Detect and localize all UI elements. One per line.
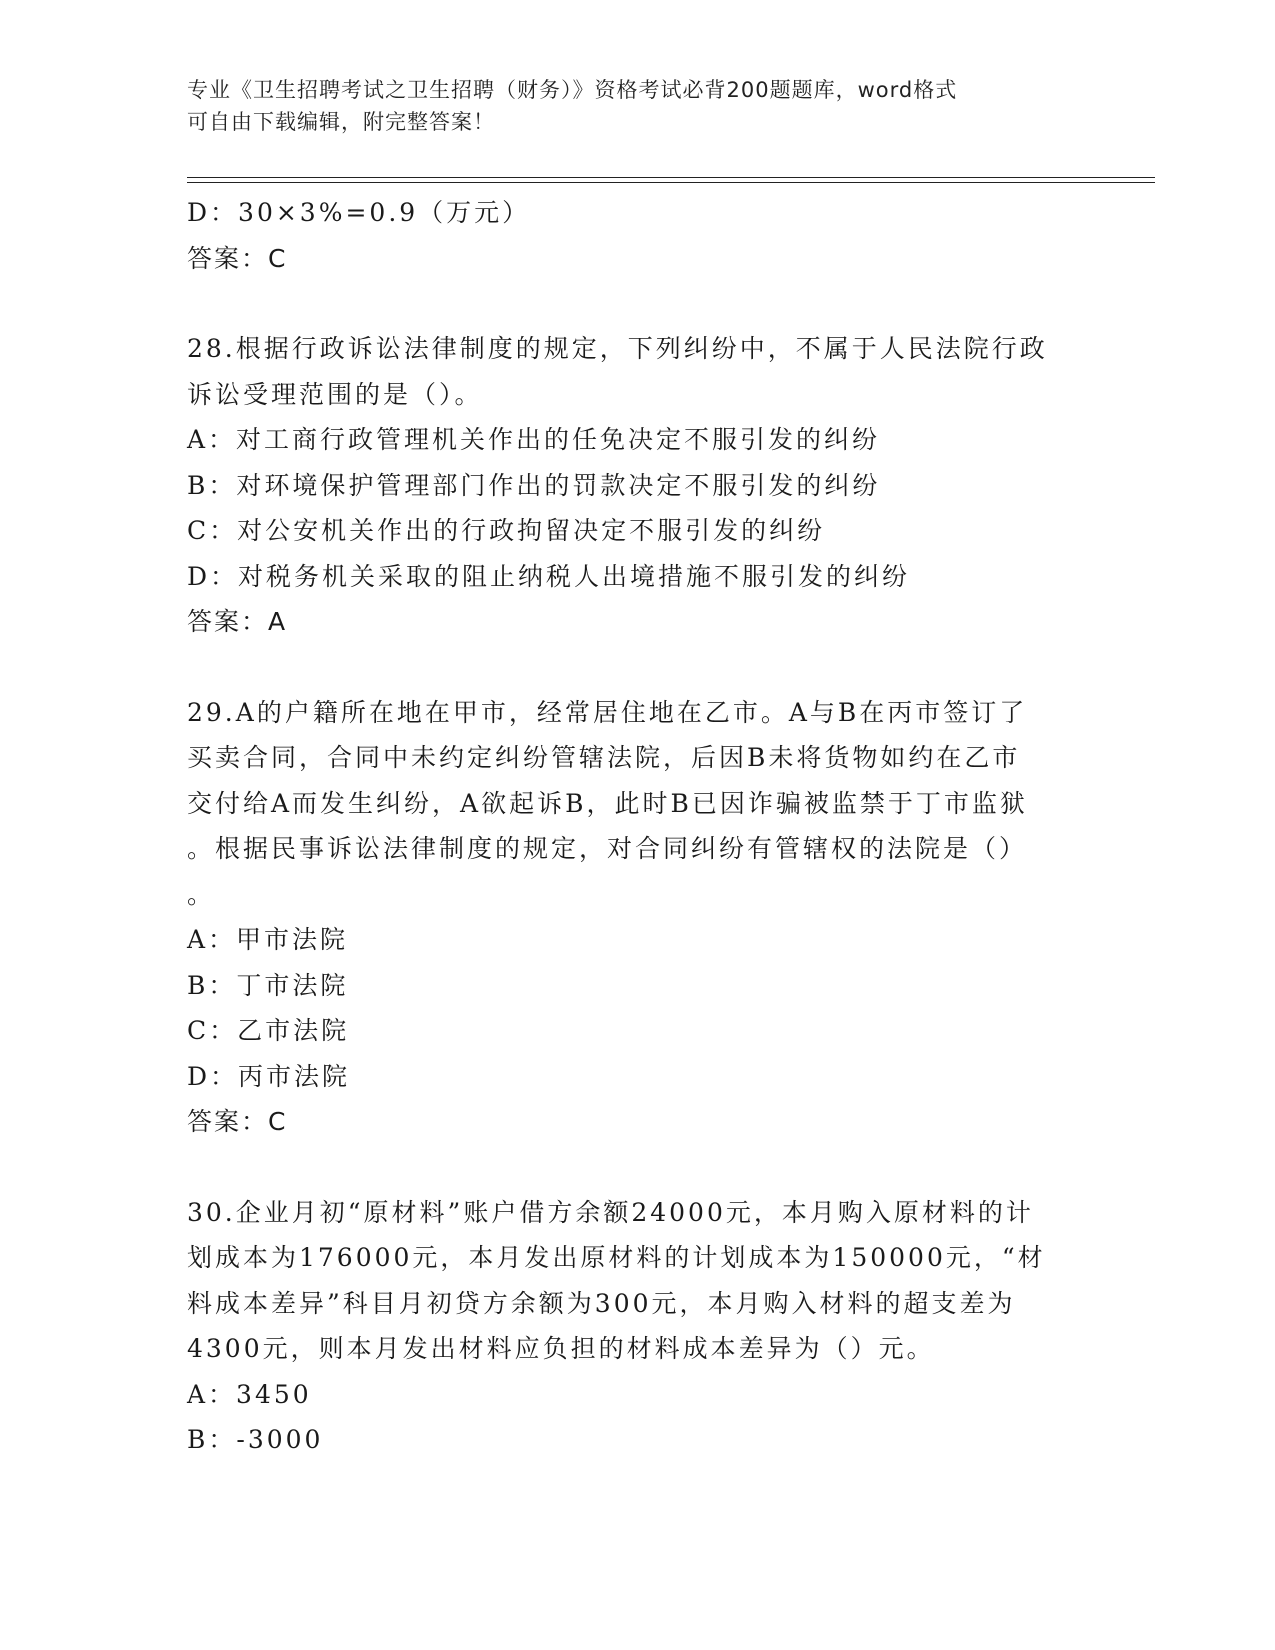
q29-option-a: A：甲市法院 xyxy=(187,925,349,954)
q29-option-c: C：乙市法院 xyxy=(187,1016,350,1045)
q28-option-d: D：对税务机关采取的阻止纳税人出境措施不服引发的纠纷 xyxy=(187,561,911,591)
prev-answer: 答案：C xyxy=(187,243,288,273)
q28-option-c: C：对公安机关作出的行政拘留决定不服引发的纠纷 xyxy=(187,516,826,545)
header-line-1: 专业《卫生招聘考试之卫生招聘（财务）》资格考试必背200题题库，word格式 xyxy=(187,78,958,102)
q28-stem-line-2: 诉讼受理范围的是（）。 xyxy=(187,379,483,409)
q29-stem-line-3: 交付给A而发生纠纷，A欲起诉B，此时B已因诈骗被监禁于丁市监狱 xyxy=(187,788,1028,818)
question-content xyxy=(187,190,1087,1463)
question-29 xyxy=(187,690,1087,1145)
header-divider xyxy=(187,177,1155,183)
q29-option-b: B：丁市法院 xyxy=(187,970,349,1000)
q29-stem-line-1: 29.A的户籍所在地在甲市，经常居住地在乙市。A与B在丙市签订了 xyxy=(187,697,1028,727)
spacer xyxy=(187,1145,1087,1190)
q30-option-a: A：3450 xyxy=(187,1379,312,1409)
question-28 xyxy=(187,326,1087,645)
q29-stem-line-4: 。根据民事诉讼法律制度的规定，对合同纠纷有管辖权的法院是（） xyxy=(187,834,1028,863)
prev-option-d: D：30×3%=0.9（万元） xyxy=(187,198,531,227)
q30-stem-line-4: 4300元，则本月发出材料应负担的材料成本差异为（）元。 xyxy=(187,1334,935,1363)
q30-stem-line-3: 料成本差异”科目月初贷方余额为300元，本月购入材料的超支差为 xyxy=(187,1288,1016,1318)
page-header xyxy=(187,74,1087,138)
q29-answer: 答案：C xyxy=(187,1107,288,1136)
q29-option-d: D：丙市法院 xyxy=(187,1061,351,1091)
q30-stem-line-2: 划成本为176000元，本月发出原材料的计划成本为150000元，“材 xyxy=(187,1243,1046,1272)
question-30 xyxy=(187,1190,1087,1463)
q30-option-b: B：-3000 xyxy=(187,1425,324,1454)
spacer xyxy=(187,281,1087,326)
q28-answer: 答案：A xyxy=(187,607,288,636)
spacer xyxy=(187,645,1087,690)
q30-stem-line-1: 30.企业月初“原材料”账户借方余额24000元，本月购入原材料的计 xyxy=(187,1197,1034,1227)
header-line-2: 可自由下载编辑，附完整答案！ xyxy=(187,110,495,134)
q28-option-b: B：对环境保护管理部门作出的罚款决定不服引发的纠纷 xyxy=(187,470,881,500)
q29-stem-line-5: 。 xyxy=(187,879,216,909)
q28-option-a: A：对工商行政管理机关作出的任免决定不服引发的纠纷 xyxy=(187,425,881,454)
q29-stem-line-2: 买卖合同，合同中未约定纠纷管辖法院，后因B未将货物如约在乙市 xyxy=(187,743,1021,772)
q28-stem-line-1: 28.根据行政诉讼法律制度的规定，下列纠纷中，不属于人民法院行政 xyxy=(187,334,1048,363)
